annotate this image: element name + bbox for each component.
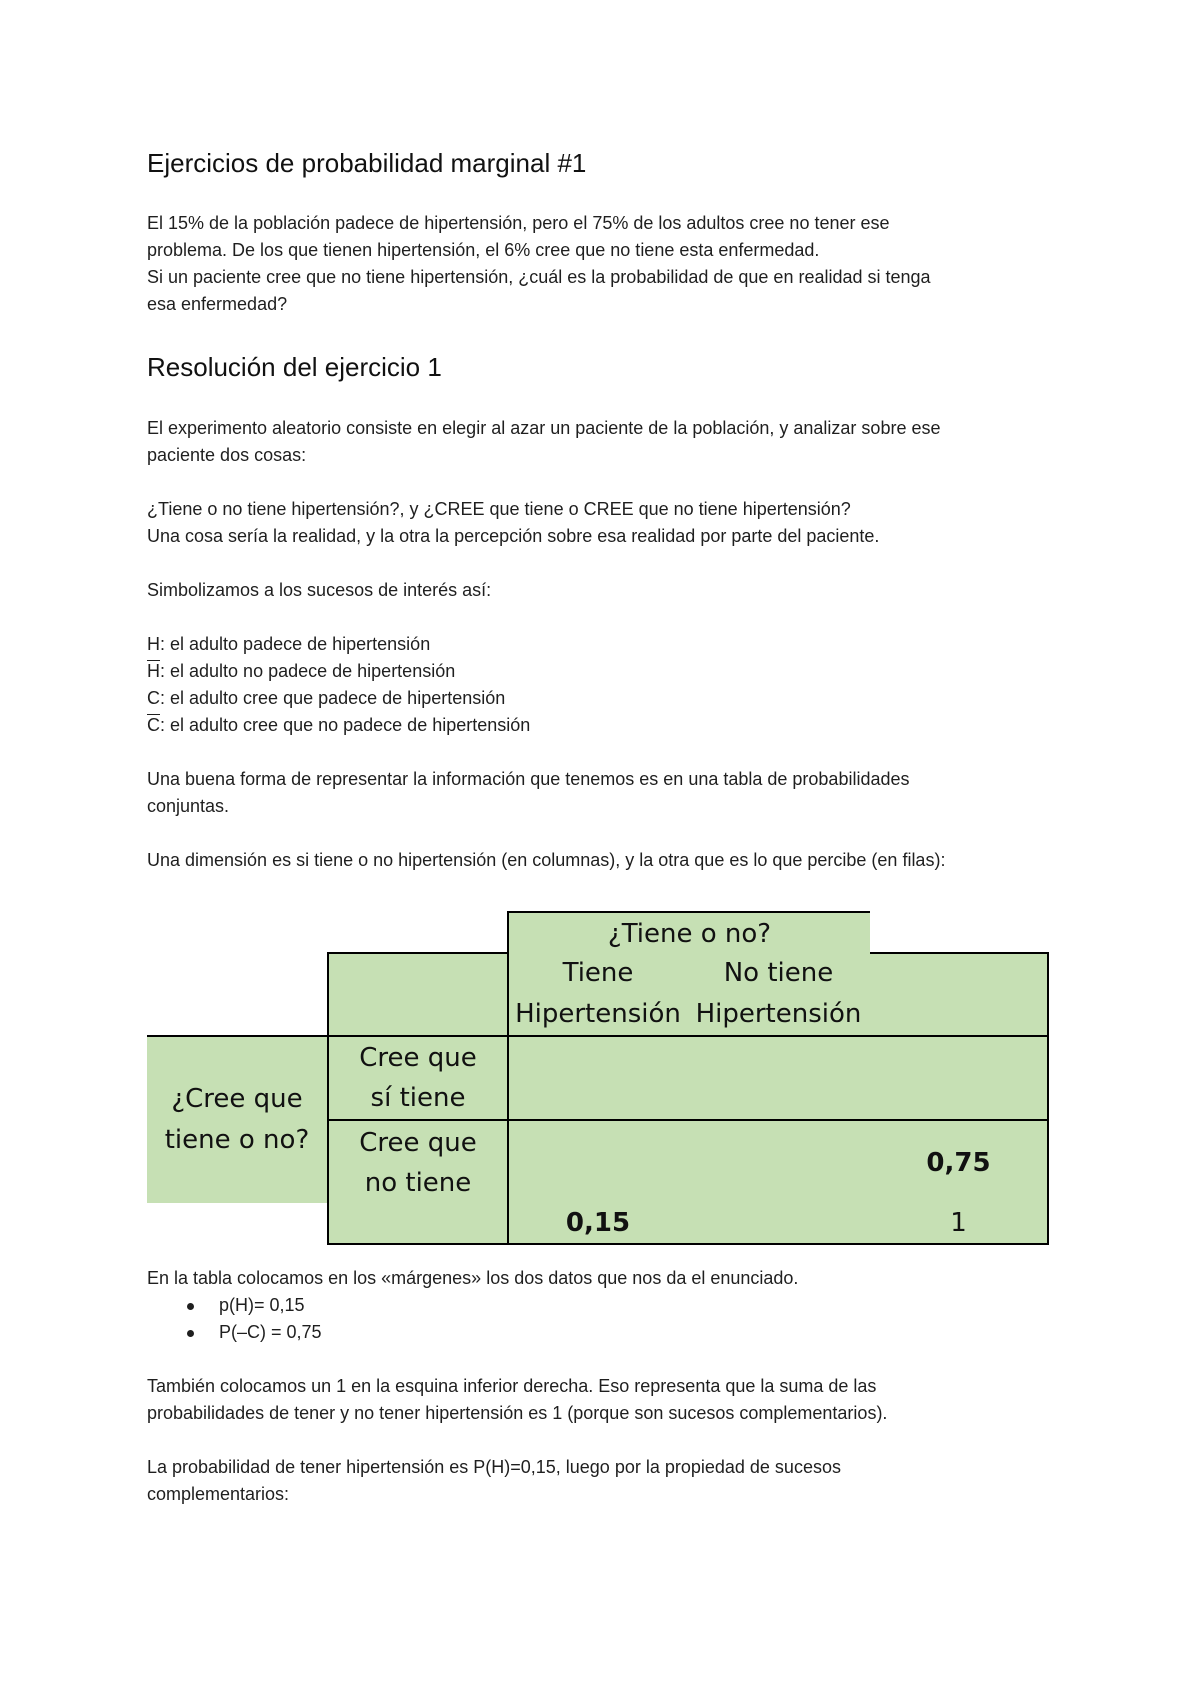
text-line: paciente dos cosas: xyxy=(147,445,307,465)
list-item: P(–C) = 0,75 xyxy=(147,1319,322,1346)
header-margin-cell xyxy=(870,952,1049,1036)
text-line: complementarios: xyxy=(147,1484,290,1504)
header-line: no tiene xyxy=(364,1168,472,1198)
paragraph xyxy=(147,847,1047,874)
text-line: ¿Tiene o no tiene hipertensión?, y ¿CREE que tiene o CREE que no tiene hipertensión? xyxy=(147,499,851,519)
header-line: Tiene xyxy=(562,958,634,988)
text-line: esa enfermedad? xyxy=(147,294,288,314)
margin-value-not-c: 0,75 xyxy=(926,1148,991,1178)
column-header-tiene xyxy=(507,952,687,1036)
event-text: : el adulto no padece de hipertensión xyxy=(160,661,456,681)
paragraph xyxy=(147,577,1047,604)
paragraph xyxy=(147,415,1047,469)
list-item: p(H)= 0,15 xyxy=(147,1292,322,1319)
text-line: El 15% de la población padece de hipertensión, pero el 75% de los adultos cree no tener ese xyxy=(147,213,890,233)
header-line: Hipertensión xyxy=(515,999,681,1029)
text-line: Una buena forma de representar la información que tenemos es en una tabla de probabilidades xyxy=(147,769,910,789)
text-line: probabilidades de tener y no tener hipertensión es 1 (porque son sucesos complementarios). xyxy=(147,1403,888,1423)
header-line: Cree que xyxy=(359,1128,477,1158)
text-line: Simbolizamos a los sucesos de interés así: xyxy=(147,580,492,600)
complement-symbol: $\overline{C}$ xyxy=(147,715,160,735)
text-line: Una cosa sería la realidad, y la otra la percepción sobre esa realidad por parte del paciente. xyxy=(147,526,880,546)
paragraph xyxy=(147,496,1047,550)
table-row-si-tiene xyxy=(507,1035,1049,1119)
paragraph xyxy=(147,766,1047,820)
event-not-h xyxy=(147,658,1047,685)
paragraph xyxy=(147,1373,1047,1427)
event-text: : el adulto cree que no padece de hipertensión xyxy=(160,715,531,735)
text-line: conjuntas. xyxy=(147,796,230,816)
page-title: Ejercicios de probabilidad marginal #1 xyxy=(147,148,587,178)
text-line: Si un paciente cree que no tiene hipertensión, ¿cuál es la probabilidad de que en realidad si tenga xyxy=(147,267,931,287)
header-line: Hipertensión xyxy=(695,999,862,1029)
text-line: La probabilidad de tener hipertensión es P(H)=0,15, luego por la propiedad de sucesos xyxy=(147,1457,841,1477)
header-empty-cell xyxy=(327,952,507,1036)
complement-symbol: $\overline{H}$ xyxy=(147,661,160,681)
event-definitions xyxy=(147,631,1047,739)
event-h: H: el adulto padece de hipertensión xyxy=(147,634,431,654)
row-header-si-tiene xyxy=(327,1035,507,1119)
bullet-list xyxy=(147,1292,322,1346)
text-line: problema. De los que tienen hipertensión, el 6% cree que no tiene esta enfermedad. xyxy=(147,240,820,260)
paragraph xyxy=(147,1265,1047,1292)
column-header-no-tiene xyxy=(687,952,870,1036)
row-group-header xyxy=(147,1035,327,1203)
row-header-label xyxy=(329,1121,507,1205)
header-line: tiene o no? xyxy=(164,1125,310,1155)
column-group-header: ¿Tiene o no? xyxy=(507,911,870,954)
row-header-no-tiene xyxy=(327,1119,507,1245)
event-not-c xyxy=(147,712,1047,739)
header-line: ¿Cree que xyxy=(171,1084,303,1114)
margin-value-h: 0,15 xyxy=(565,1208,631,1238)
problem-statement xyxy=(147,210,1047,318)
text-line: En la tabla colocamos en los «márgenes» los dos datos que nos da el enunciado. xyxy=(147,1268,799,1288)
event-c: C: el adulto cree que padece de hipertensión xyxy=(147,688,506,708)
paragraph xyxy=(147,1454,1047,1508)
text-line: El experimento aleatorio consiste en elegir al azar un paciente de la población, y analizar sobre ese xyxy=(147,418,941,438)
header-line: sí tiene xyxy=(370,1083,466,1113)
total-value: 1 xyxy=(950,1208,967,1238)
section-heading: Resolución del ejercicio 1 xyxy=(147,352,442,382)
text-line: También colocamos un 1 en la esquina inferior derecha. Eso representa que la suma de las xyxy=(147,1376,877,1396)
text-line: Una dimensión es si tiene o no hipertensión (en columnas), y la otra que es lo que percibe (en filas): xyxy=(147,850,946,870)
header-line: No tiene xyxy=(723,958,834,988)
header-line: Cree que xyxy=(359,1043,477,1073)
